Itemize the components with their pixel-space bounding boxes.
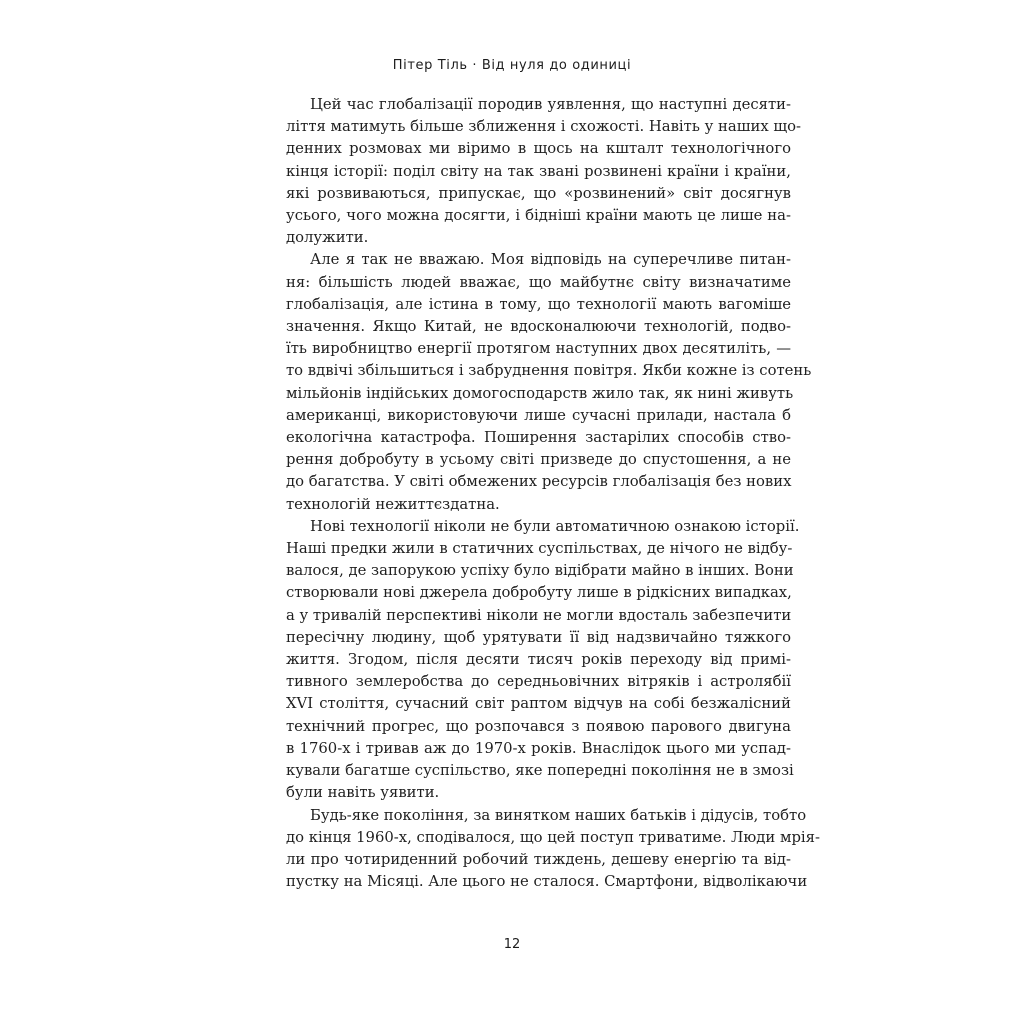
text-line: значення. Якщо Китай, не вдосконалюючи технологій, подво-	[286, 318, 791, 336]
text-line: XVI століття, сучасний світ раптом відчув на собі безжалісний	[286, 695, 791, 713]
text-line: технологій нежиттєздатна.	[286, 495, 500, 513]
text-line: технічний прогрес, що розпочався з появою парового двигуна	[286, 717, 791, 735]
text-line: кували багатше суспільство, яке попередні покоління не в змозі	[286, 762, 794, 780]
text-line: екологічна катастрофа. Поширення застарілих способів ство-	[286, 429, 791, 447]
paragraph-4	[286, 805, 820, 894]
text-line: валося, де запорукою успіху було відібрати майно в інших. Вони	[286, 562, 794, 580]
text-line: усього, чого можна досягти, і бідніші країни мають це лише на-	[286, 207, 791, 225]
text-line: рення добробуту в усьому світі призведе до спустошення, а не	[286, 451, 791, 469]
text-line: до багатства. У світі обмежених ресурсів глобалізація без нових	[286, 473, 792, 491]
text-line: Нові технології ніколи не були автоматичною ознакою історії.	[310, 517, 800, 535]
text-line: ліття матимуть більше зближення і схожості. Навіть у наших що-	[286, 118, 802, 136]
text-line: мільйонів індійських домогосподарств жило так, як нині живуть	[286, 384, 794, 402]
paragraph-1	[286, 94, 802, 249]
text-line: в 1760-х і тривав аж до 1970-х років. Внаслідок цього ми успад-	[286, 739, 791, 757]
paragraph-3	[286, 516, 800, 805]
text-line: пустку на Місяці. Але цього не сталося. Смартфони, відволікаючи	[286, 873, 808, 891]
text-line: створювали нові джерела добробуту лише в рідкісних випадках,	[286, 584, 792, 602]
text-line: то вдвічі збільшиться і забруднення повітря. Якби кожне із сотень	[286, 362, 812, 380]
text-line: ли про чотириденний робочий тиждень, дешеву енергію та від-	[286, 850, 791, 868]
text-line: Будь-яке покоління, за винятком наших батьків і дідусів, тобто	[310, 806, 807, 824]
text-line: їть виробництво енергії протягом наступних двох десятиліть, —	[286, 340, 791, 358]
body-text	[286, 94, 820, 893]
text-line: ня: більшість людей вважає, що майбутнє світу визначатиме	[286, 273, 791, 291]
text-line: глобалізація, але істина в тому, що технології мають вагоміше	[286, 295, 791, 313]
text-line: денних розмовах ми віримо в щось на кшталт технологічного	[286, 140, 791, 158]
text-line: до кінця 1960-х, сподівалося, що цей поступ триватиме. Люди мрія-	[286, 828, 820, 846]
text-line: Наші предки жили в статичних суспільствах, де нічого не відбу-	[286, 540, 793, 558]
text-line: Але я так не вважаю. Моя відповідь на суперечливе питан-	[310, 251, 791, 269]
page-number: 12	[503, 937, 521, 952]
text-line: долужити.	[286, 229, 369, 247]
text-line: які розвиваються, припускає, що «розвинений» світ досягнув	[286, 184, 791, 202]
text-line: були навіть уявити.	[286, 784, 440, 802]
text-line: життя. Згодом, після десяти тисяч років переходу від примі-	[286, 651, 791, 669]
text-line: американці, використовуючи лише сучасні прилади, настала б	[286, 406, 791, 424]
text-line: а у тривалій перспективі ніколи не могли вдосталь забезпечити	[286, 606, 792, 624]
running-header: Пітер Тіль · Від нуля до одиниці	[392, 58, 632, 73]
paragraph-2	[286, 249, 812, 515]
text-line: тивного землеробства до середньовічних вітряків і астролябії	[286, 673, 791, 691]
text-line: Цей час глобалізації породив уявлення, що наступні десяти-	[310, 96, 791, 113]
text-line: кінця історії: поділ світу на так звані розвинені країни і країни,	[286, 162, 791, 180]
text-line: пересічну людину, щоб урятувати її від надзвичайно тяжкого	[286, 628, 791, 646]
